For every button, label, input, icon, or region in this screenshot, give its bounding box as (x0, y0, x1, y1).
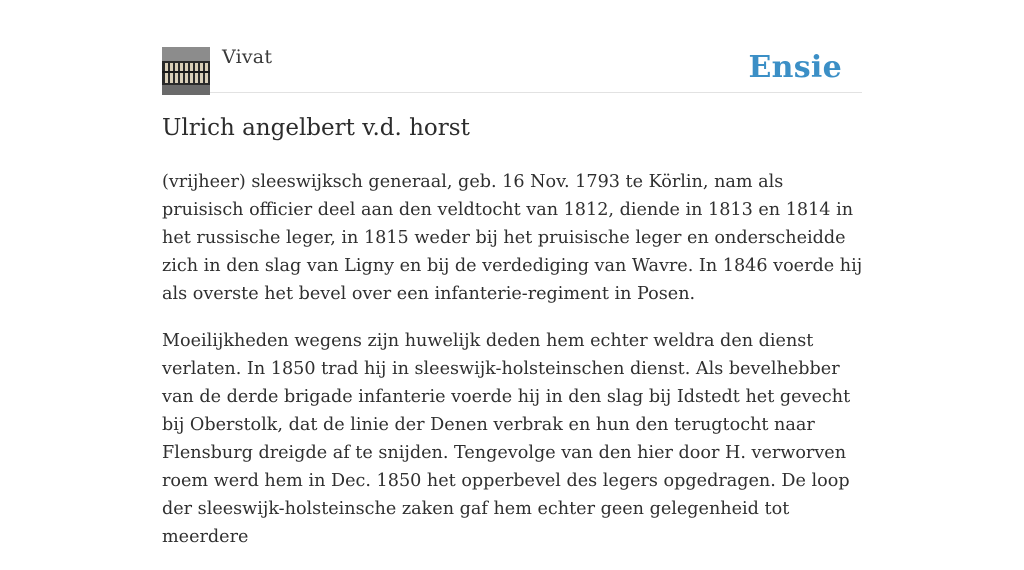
paragraph: Moeilijkheden wegens zijn huwelijk deden hem echter weldra den dienst verlaten. In 1850 trad hij in sleeswijk-holsteinschen dienst. Als bevelhebber van de derde brigade infanterie voerde hij in den slag bij Idstedt het gevecht bij Oberstolk, dat de linie der Denen verbrak en hun den terugtocht naar Flensburg dreigde af te snijden. Tengevolge van den hier door H. verworven roem werd hem in Dec. 1850 het opperbevel des legers opgedragen. De loop der sleeswijk-holsteinsche zaken gaf hem echter geen gelegenheid tot meerdere (162, 331, 851, 547)
bookshelf-avatar-icon (162, 47, 210, 95)
article-body (162, 168, 868, 570)
article-title: Ulrich angelbert v.d. horst (162, 115, 470, 141)
source-avatar[interactable] (162, 47, 210, 95)
brand-logo[interactable]: Ensie (748, 50, 842, 85)
header (162, 46, 862, 93)
source-name[interactable]: Vivat (222, 46, 273, 68)
paragraph: (vrijheer) sleeswijksch generaal, geb. 16 Nov. 1793 te Körlin, nam als pruisisch officier deel aan den veldtocht van 1812, diende in 1813 en 1814 in het russische leger, in 1815 weder bij het pruisische leger en onderscheidde zich in den slag van Ligny en bij de verdediging van Wavre. In 1846 voerde hij als overste het bevel over een infanterie-regiment in Posen. (162, 172, 863, 304)
